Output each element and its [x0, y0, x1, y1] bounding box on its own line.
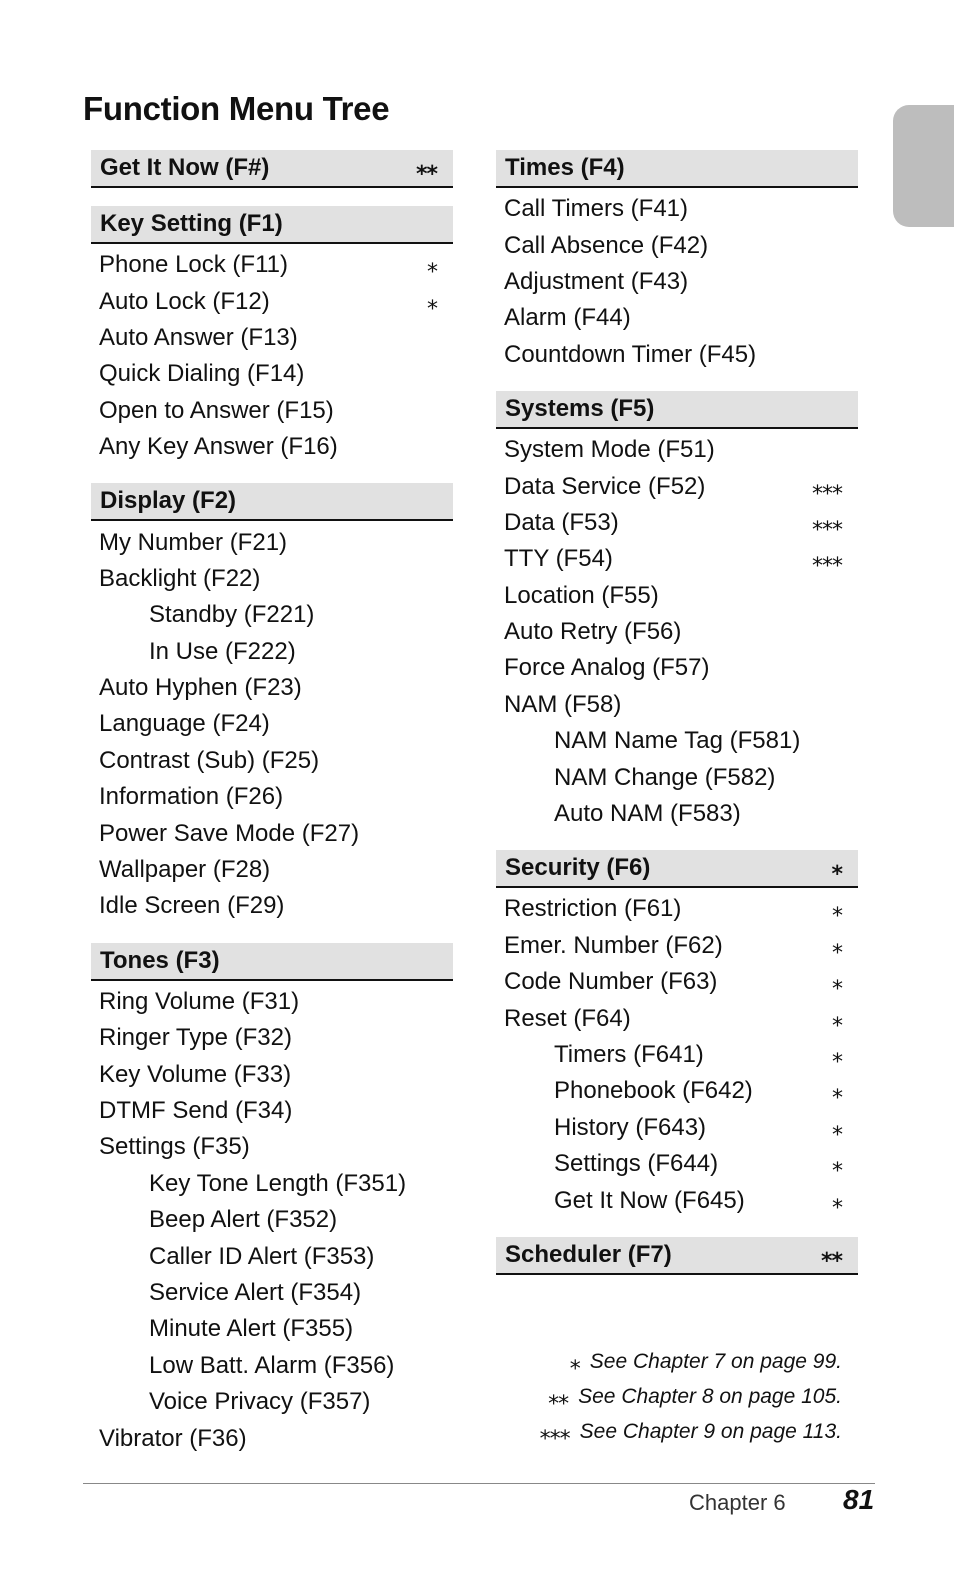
footnotes	[496, 1344, 842, 1449]
section-items	[91, 521, 453, 924]
menu-item	[496, 1000, 858, 1036]
chapter-thumb-tab	[893, 105, 954, 227]
menu-item-label: Language (F24)	[99, 710, 270, 738]
menu-item-label: Vibrator (F36)	[99, 1424, 247, 1452]
footnote-mark: ⁎⁎	[548, 1383, 569, 1409]
footnote-mark: ⁎⁎⁎	[812, 473, 842, 499]
menu-item-label: System Mode (F51)	[504, 436, 715, 464]
menu-item	[496, 468, 858, 504]
menu-item	[496, 505, 858, 541]
section-header	[496, 150, 858, 188]
section-items	[496, 188, 858, 373]
section-header	[496, 391, 858, 429]
section-title: Systems (F5)	[505, 394, 655, 422]
menu-item	[496, 432, 858, 468]
sub-menu-item	[496, 1073, 858, 1109]
menu-item-label: Low Batt. Alarm (F356)	[149, 1351, 395, 1379]
menu-item-label: Information (F26)	[99, 783, 284, 811]
menu-item	[496, 578, 858, 614]
menu-item-label: Voice Privacy (F357)	[149, 1388, 371, 1416]
section-header	[496, 850, 858, 888]
sub-menu-item	[91, 1348, 453, 1384]
menu-item	[91, 1056, 453, 1092]
menu-item-label: Data (F53)	[504, 508, 619, 536]
menu-item	[91, 393, 453, 429]
sub-menu-item	[91, 1384, 453, 1420]
section-items	[91, 981, 453, 1457]
menu-item	[496, 891, 858, 927]
section-header	[91, 483, 453, 521]
menu-item-label: Call Absence (F42)	[504, 231, 709, 259]
menu-item	[496, 541, 858, 577]
menu-item-label: Location (F55)	[504, 581, 659, 609]
menu-item	[496, 191, 858, 227]
menu-item	[91, 561, 453, 597]
left-column	[91, 150, 453, 1475]
menu-section-display-f2	[91, 483, 453, 924]
menu-item-label: NAM Name Tag (F581)	[554, 727, 801, 755]
menu-section-get-it-now-f	[91, 150, 453, 188]
menu-item-label: In Use (F222)	[149, 637, 296, 665]
footnote	[496, 1414, 842, 1449]
footnote-text: See Chapter 7 on page 99.	[589, 1349, 842, 1373]
menu-item	[91, 524, 453, 560]
menu-item-label: Contrast (Sub) (F25)	[99, 746, 320, 774]
menu-item-label: Ring Volume (F31)	[99, 987, 300, 1015]
section-title: Security (F6)	[505, 854, 651, 882]
menu-section-tones-f3	[91, 943, 453, 1457]
menu-item	[91, 283, 453, 319]
section-header	[496, 1237, 858, 1275]
footnote-text: See Chapter 8 on page 105.	[578, 1384, 842, 1408]
footnote-mark: ⁎⁎	[415, 155, 437, 180]
footnote-mark: ⁎⁎⁎	[812, 546, 842, 572]
footnote-mark: ⁎	[832, 1187, 842, 1213]
sub-menu-item	[91, 1238, 453, 1274]
footnote-mark: ⁎	[832, 1078, 842, 1104]
menu-item-label: TTY (F54)	[504, 545, 613, 573]
footnote-text: See Chapter 9 on page 113.	[579, 1419, 842, 1443]
menu-item	[91, 1093, 453, 1129]
menu-item-label: Reset (F64)	[504, 1004, 631, 1032]
menu-item-label: Service Alert (F354)	[149, 1278, 362, 1306]
menu-item-label: Get It Now (F645)	[554, 1186, 745, 1214]
footnote-mark: ⁎⁎⁎	[539, 1418, 570, 1444]
sub-menu-item	[91, 597, 453, 633]
sub-menu-item	[496, 1146, 858, 1182]
menu-item	[91, 1129, 453, 1165]
footnote-mark: ⁎	[831, 855, 842, 881]
menu-item-label: Call Timers (F41)	[504, 195, 689, 223]
menu-item	[91, 429, 453, 465]
menu-item	[91, 320, 453, 356]
menu-item	[91, 247, 453, 283]
section-items	[496, 429, 858, 832]
menu-item-label: Ringer Type (F32)	[99, 1024, 292, 1052]
section-title: Tones (F3)	[100, 946, 220, 974]
footnote-mark: ⁎	[832, 932, 842, 958]
menu-item	[496, 928, 858, 964]
menu-item-label: Data Service (F52)	[504, 472, 706, 500]
menu-item	[91, 670, 453, 706]
footnote-mark: ⁎	[832, 1042, 842, 1067]
sub-menu-item	[91, 1275, 453, 1311]
footnote-mark: ⁎	[832, 896, 842, 922]
menu-item	[91, 984, 453, 1020]
menu-item-label: Backlight (F22)	[99, 564, 261, 592]
menu-item-label: Key Tone Length (F351)	[149, 1169, 407, 1197]
menu-item-label: Emer. Number (F62)	[504, 931, 723, 959]
right-column	[496, 150, 858, 1293]
menu-item-label: NAM Change (F582)	[554, 763, 776, 791]
page-title: Function Menu Tree	[83, 90, 390, 127]
menu-item	[91, 1020, 453, 1056]
footnote-mark: ⁎	[832, 1151, 842, 1177]
menu-item-label: Idle Screen (F29)	[99, 892, 285, 920]
menu-item	[91, 888, 453, 924]
sub-menu-item	[496, 723, 858, 759]
menu-item-label: Beep Alert (F352)	[149, 1206, 338, 1234]
sub-menu-item	[91, 1166, 453, 1202]
menu-item	[496, 227, 858, 263]
menu-item-label: Settings (F644)	[554, 1150, 719, 1178]
menu-section-security-f6	[496, 850, 858, 1219]
section-title: Display (F2)	[100, 487, 237, 515]
menu-item-label: Settings (F35)	[99, 1133, 250, 1161]
menu-item-label: DTMF Send (F34)	[99, 1097, 293, 1124]
menu-item	[496, 964, 858, 1000]
menu-item-label: Wallpaper (F28)	[99, 856, 271, 884]
menu-item-label: Key Volume (F33)	[99, 1060, 292, 1088]
menu-item-label: Auto Hyphen (F23)	[99, 674, 302, 702]
menu-item	[91, 815, 453, 851]
menu-item	[91, 852, 453, 888]
footnote-mark: ⁎	[832, 1005, 842, 1031]
sub-menu-item	[496, 796, 858, 832]
section-header	[91, 150, 453, 188]
menu-item	[496, 650, 858, 686]
menu-item-label: Countdown Timer (F45)	[504, 340, 757, 368]
section-title: Times (F4)	[505, 154, 625, 181]
menu-item	[91, 779, 453, 815]
menu-item-label: Auto Retry (F56)	[504, 618, 682, 646]
menu-item-label: Standby (F221)	[149, 601, 315, 629]
footer-chapter: Chapter 6	[689, 1490, 786, 1515]
menu-item	[91, 1420, 453, 1456]
menu-item	[91, 706, 453, 742]
sub-menu-item	[496, 1110, 858, 1146]
menu-section-times-f4	[496, 150, 858, 373]
footnote-mark: ⁎	[427, 252, 437, 278]
menu-item	[496, 337, 858, 373]
section-header	[91, 943, 453, 981]
menu-item-label: Phone Lock (F11)	[99, 251, 288, 279]
footnote-mark: ⁎	[427, 288, 437, 314]
menu-item-label: Force Analog (F57)	[504, 654, 710, 682]
footnote-mark: ⁎	[832, 1114, 842, 1140]
section-title: Get It Now (F#)	[100, 154, 270, 181]
menu-item-label: Restriction (F61)	[504, 895, 682, 923]
footnote	[496, 1379, 842, 1414]
footnote-mark: ⁎	[832, 969, 842, 995]
menu-section-key-setting-f1	[91, 206, 453, 465]
sub-menu-item	[91, 1311, 453, 1347]
footer-divider	[83, 1483, 875, 1484]
menu-item-label: Open to Answer (F15)	[99, 396, 334, 424]
page-number: 81	[843, 1484, 875, 1515]
menu-item-label: Quick Dialing (F14)	[99, 360, 305, 388]
section-title: Key Setting (F1)	[100, 210, 283, 237]
section-header	[91, 206, 453, 244]
sub-menu-item	[91, 1202, 453, 1238]
menu-item-label: Auto NAM (F583)	[554, 800, 741, 828]
menu-item-label: Auto Answer (F13)	[99, 323, 298, 351]
section-items	[496, 888, 858, 1219]
menu-item-label: Phonebook (F642)	[554, 1077, 753, 1105]
menu-item-label: Alarm (F44)	[504, 304, 631, 332]
sub-menu-item	[496, 1182, 858, 1218]
menu-item-label: Code Number (F63)	[504, 968, 718, 996]
footnote	[496, 1344, 842, 1379]
menu-item	[496, 687, 858, 723]
sub-menu-item	[496, 1037, 858, 1073]
menu-item	[496, 300, 858, 336]
footnote-mark: ⁎	[569, 1348, 580, 1374]
menu-item-label: History (F643)	[554, 1113, 707, 1141]
footnote-mark: ⁎⁎	[820, 1241, 842, 1267]
menu-item-label: NAM (F58)	[504, 690, 622, 718]
menu-item-label: Any Key Answer (F16)	[99, 433, 338, 461]
menu-item-label: Caller ID Alert (F353)	[149, 1242, 375, 1270]
sub-menu-item	[496, 759, 858, 795]
menu-section-scheduler-f7	[496, 1237, 858, 1275]
menu-item-label: Power Save Mode (F27)	[99, 819, 360, 847]
menu-item-label: Minute Alert (F355)	[149, 1315, 354, 1343]
menu-item-label: Auto Lock (F12)	[99, 287, 270, 315]
menu-item	[91, 356, 453, 392]
menu-section-systems-f5	[496, 391, 858, 832]
menu-item	[496, 614, 858, 650]
menu-item-label: Adjustment (F43)	[504, 267, 689, 295]
menu-item	[91, 743, 453, 779]
footnote-mark: ⁎⁎⁎	[812, 509, 842, 535]
menu-item-label: My Number (F21)	[99, 528, 288, 556]
section-title: Scheduler (F7)	[505, 1240, 672, 1268]
menu-item-label: Timers (F641)	[554, 1041, 704, 1068]
sub-menu-item	[91, 634, 453, 670]
menu-item	[496, 264, 858, 300]
section-items	[91, 244, 453, 465]
